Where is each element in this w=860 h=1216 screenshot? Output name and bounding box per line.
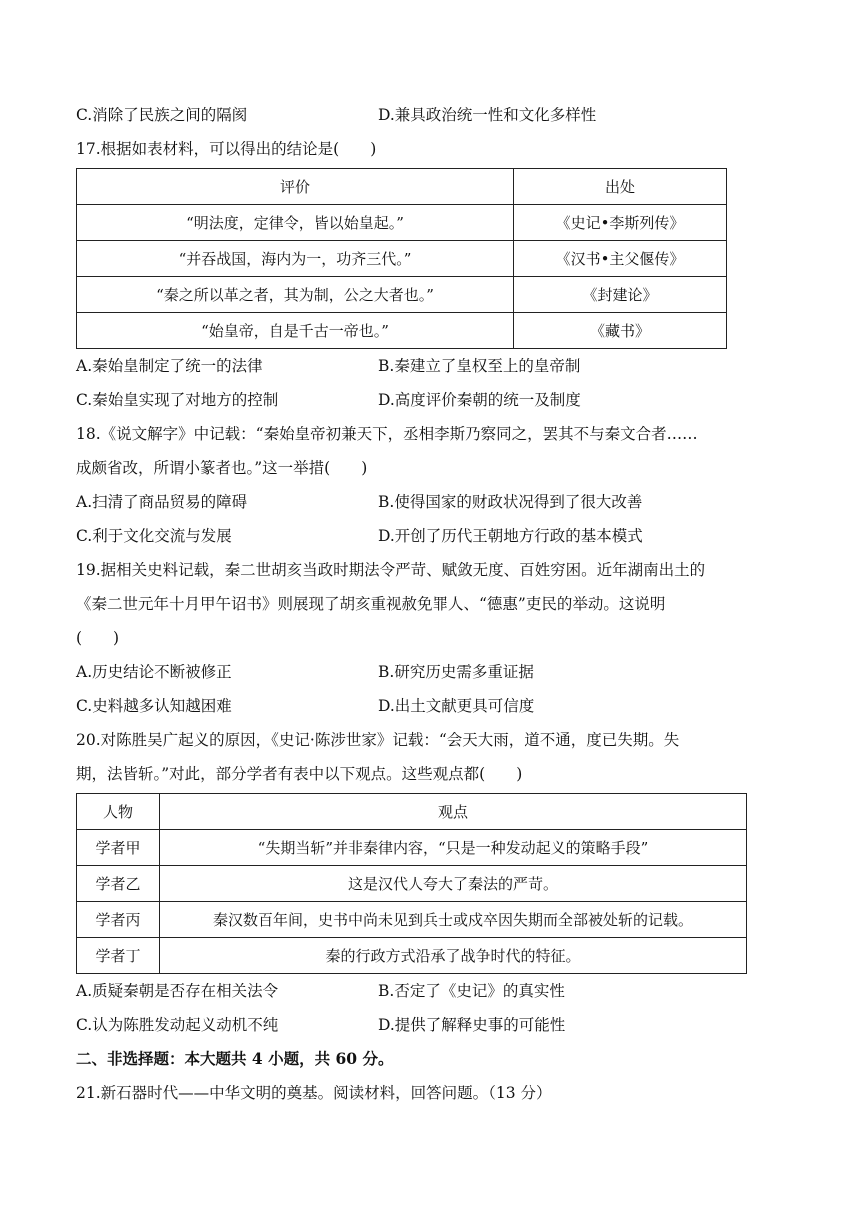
table-row	[77, 938, 747, 974]
q21-stem: 21.新石器时代——中华文明的奠基。阅读材料，回答问题。（13 分）	[76, 1084, 552, 1102]
q17-stem: 17.根据如表材料，可以得出的结论是( )	[76, 140, 377, 158]
q16-option-d: D.兼具政治统一性和文化多样性	[378, 106, 597, 124]
table-cell-evaluation: “明法度，定律令，皆以始皇起。”	[77, 205, 514, 241]
q20-options-ab	[76, 974, 786, 1008]
q17-option-b: B.秦建立了皇权至上的皇帝制	[378, 357, 581, 375]
q17-option-d: D.高度评价秦朝的统一及制度	[378, 391, 581, 409]
q20-stem-line2: 期，法皆斩。”对此，部分学者有表中以下观点。这些观点都( )	[76, 765, 523, 783]
q20-option-c: C.认为陈胜发动起义动机不纯	[76, 1016, 279, 1034]
table-header: 评价	[77, 169, 514, 205]
q17-option-c: C.秦始皇实现了对地方的控制	[76, 391, 279, 409]
q17-option-a: A.秦始皇制定了统一的法律	[76, 357, 263, 375]
table-cell-view: “失期当斩”并非秦律内容，“只是一种发动起义的策略手段”	[160, 830, 747, 866]
q20-option-b: B.否定了《史记》的真实性	[378, 982, 565, 1000]
q18-option-b: B.使得国家的财政状况得到了很大改善	[378, 493, 643, 511]
q19-stem-line2: 《秦二世元年十月甲午诏书》则展现了胡亥重视赦免罪人、“德惠”吏民的举动。这说明	[76, 595, 666, 613]
table-cell-person: 学者丙	[77, 902, 160, 938]
table-row	[77, 902, 747, 938]
q19-stem-line3: ( )	[76, 629, 120, 647]
q20-options-cd	[76, 1008, 786, 1042]
table-cell-view: 秦汉数百年间，史书中尚未见到兵士或戍卒因失期而全部被处斩的记载。	[160, 902, 747, 938]
q18-option-a: A.扫清了商品贸易的障碍	[76, 493, 248, 511]
table-cell-person: 学者甲	[77, 830, 160, 866]
exam-page	[76, 98, 786, 1110]
section2-heading: 二、非选择题：本大题共 4 小题，共 60 分。	[76, 1049, 394, 1068]
table-row	[77, 277, 727, 313]
table-header-row	[77, 169, 727, 205]
q18-option-c: C.利于文化交流与发展	[76, 527, 232, 545]
table-header: 人物	[77, 794, 160, 830]
q20-option-d: D.提供了解释史事的可能性	[378, 1016, 566, 1034]
q19-option-c: C.史料越多认知越困难	[76, 697, 232, 715]
table-cell-source: 《藏书》	[514, 313, 727, 349]
q19-option-a: A.历史结论不断被修正	[76, 663, 232, 681]
q16-options-cd	[76, 98, 786, 132]
q18-stem-line1: 18.《说文解字》中记载：“秦始皇帝初兼天下，丞相李斯乃察同之，罢其不与秦文合者……	[76, 425, 698, 443]
table-row	[77, 313, 727, 349]
table-cell-source: 《史记•李斯列传》	[514, 205, 727, 241]
table-cell-evaluation: “秦之所以革之者，其为制，公之大者也。”	[77, 277, 514, 313]
table-cell-source: 《汉书•主父偃传》	[514, 241, 727, 277]
table-cell-view: 秦的行政方式沿承了战争时代的特征。	[160, 938, 747, 974]
table-cell-view: 这是汉代人夸大了秦法的严苛。	[160, 866, 747, 902]
table-row	[77, 866, 747, 902]
q17-table	[76, 168, 727, 349]
table-row	[77, 241, 727, 277]
table-header: 观点	[160, 794, 747, 830]
table-cell-source: 《封建论》	[514, 277, 727, 313]
table-cell-person: 学者丁	[77, 938, 160, 974]
q17-options-ab	[76, 349, 786, 383]
q19-options-cd	[76, 689, 786, 723]
q18-options-ab	[76, 485, 786, 519]
q18-option-d: D.开创了历代王朝地方行政的基本模式	[378, 527, 643, 545]
q18-stem-line2: 成颇省改，所谓小篆者也。”这一举措( )	[76, 459, 368, 477]
table-row	[77, 830, 747, 866]
q17-options-cd	[76, 383, 786, 417]
table-header: 出处	[514, 169, 727, 205]
table-cell-person: 学者乙	[77, 866, 160, 902]
table-cell-evaluation: “始皇帝，自是千古一帝也。”	[77, 313, 514, 349]
q18-options-cd	[76, 519, 786, 553]
q19-options-ab	[76, 655, 786, 689]
q20-option-a: A.质疑秦朝是否存在相关法令	[76, 982, 279, 1000]
q16-option-c: C.消除了民族之间的隔阂	[76, 106, 248, 124]
table-cell-evaluation: “并吞战国，海内为一，功齐三代。”	[77, 241, 514, 277]
q20-stem-line1: 20.对陈胜吴广起义的原因，《史记·陈涉世家》记载：“会天大雨，道不通，度已失期。失	[76, 731, 680, 749]
q19-option-d: D.出土文献更具可信度	[378, 697, 535, 715]
q20-table	[76, 793, 747, 974]
q19-option-b: B.研究历史需多重证据	[378, 663, 534, 681]
table-row	[77, 205, 727, 241]
q19-stem-line1: 19.据相关史料记载，秦二世胡亥当政时期法令严苛、赋敛无度、百姓穷困。近年湖南出土的	[76, 561, 706, 579]
table-header-row	[77, 794, 747, 830]
